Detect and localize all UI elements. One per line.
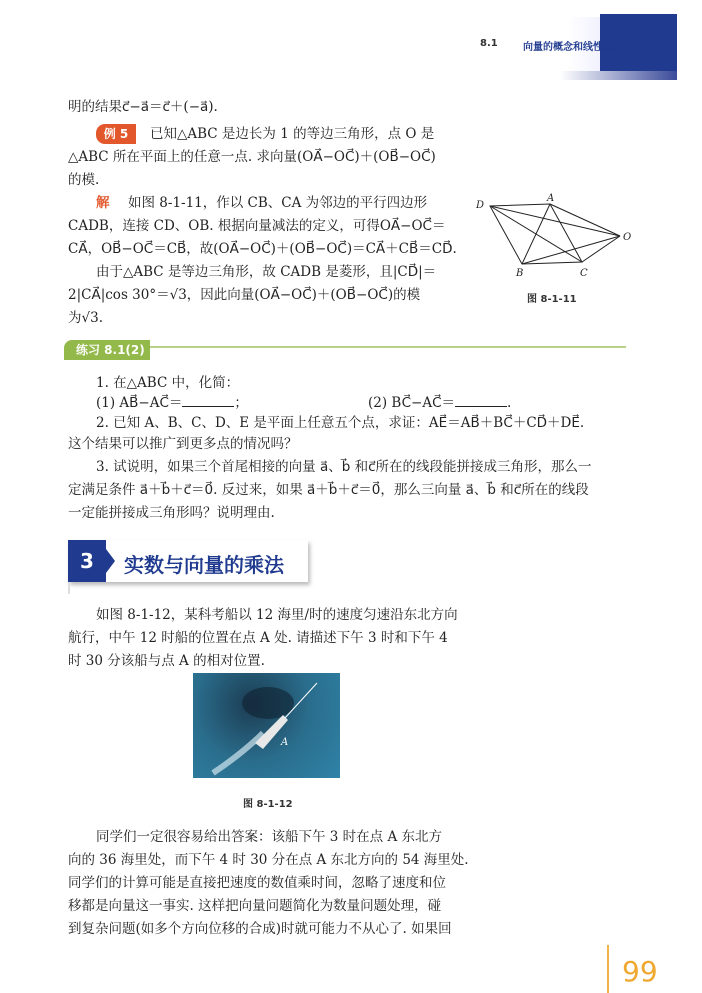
example-line: 已知△ABC 是边长为 1 的等边三角形，点 O 是 — [150, 126, 435, 142]
solution-line: CADB，连接 CD、OB. 根据向量减法的定义，可得OA⃗−OC⃗＝ — [68, 218, 446, 234]
example-line: 的模. — [68, 172, 100, 188]
practice-q2: 2. 已知 A、B、C、D、E 是平面上任意五个点，求证：AE⃗＝AB⃗＋BC⃗＋CD⃗＋DE⃗. — [96, 415, 585, 431]
q1b-end: . — [507, 395, 512, 411]
para-line: 移都是向量这一事实. 这样把向量问题简化为数量问题处理，碰 — [68, 898, 442, 914]
photo-label-A: A — [281, 737, 289, 748]
q1a-end: ； — [234, 395, 248, 411]
page-number: 99 — [622, 955, 658, 988]
practice-q3: 3. 试说明，如果三个首尾相接的向量 a⃗、b⃗ 和c⃗所在的线段能拼接成三角形，那么一 — [96, 459, 592, 475]
ship-illustration — [193, 673, 340, 778]
section-rule — [68, 582, 70, 594]
solution-line: 由于△ABC 是等边三角形，故 CADB 是菱形，且|CD⃗|＝ — [96, 264, 437, 280]
figure-caption: 图 8-1-11 — [527, 294, 577, 305]
intro-line: 明的结果c⃗−a⃗＝c⃗＋(−a⃗). — [68, 99, 218, 115]
solution-line: 如图 8-1-11，作以 CB、CA 为邻边的平行四边形 — [128, 195, 428, 211]
section-number: 3 — [68, 540, 106, 582]
label-A: A — [547, 193, 555, 204]
rhombus-diagram — [470, 190, 640, 280]
example-tag: 例 5 — [96, 124, 136, 144]
para-line: 同学们一定很容易给出答案：该船下午 3 时在点 A 东北方 — [96, 829, 443, 845]
practice-q1b — [368, 394, 511, 412]
para-line: 向的 36 海里处，而下午 4 时 30 分在点 A 东北方向的 54 海里处. — [68, 852, 469, 868]
page-number-rule — [607, 945, 609, 993]
solution-line: 2|CA⃗|cos 30°＝√3，因此向量(OA⃗−OC⃗)＋(OB⃗−OC⃗)的模 — [68, 287, 421, 303]
answer-blank[interactable] — [455, 394, 507, 407]
solution-line: 为√3. — [68, 310, 103, 326]
label-O: O — [623, 232, 632, 243]
para-line: 如图 8-1-12，某科考船以 12 海里/时的速度匀速沿东北方向 — [96, 607, 458, 623]
para-line: 时 30 分该船与点 A 的相对位置. — [68, 653, 265, 669]
section-arrow-icon — [106, 549, 115, 573]
section-title: 实数与向量的乘法 — [124, 553, 284, 577]
q1a-text: (1) AB⃗−AC⃗＝ — [96, 395, 183, 411]
para-line: 同学们的计算可能是直接把速度的数值乘时间，忽略了速度和位 — [68, 875, 446, 891]
label-B: B — [516, 268, 524, 279]
para-line: 到复杂问题(如多个方向位移的合成)时就可能力不从心了. 如果回 — [68, 921, 452, 937]
label-D: D — [476, 200, 485, 211]
solution-label: 解 — [96, 195, 110, 211]
ship-photo — [193, 673, 340, 778]
solution-line: CA⃗，OB⃗−OC⃗＝CB⃗，故(OA⃗−OC⃗)＋(OB⃗−OC⃗)＝CA⃗＋CB⃗＝CD⃗. — [68, 241, 457, 257]
practice-q1a — [96, 394, 248, 412]
practice-divider — [150, 346, 626, 348]
example-line: △ABC 所在平面上的任意一点. 求向量(OA⃗−OC⃗)＋(OB⃗−OC⃗) — [68, 149, 436, 165]
label-C: C — [580, 268, 588, 279]
header-section-number: 8.1 — [480, 38, 498, 49]
answer-blank[interactable] — [182, 394, 234, 407]
practice-q3: 一定能拼接成三角形吗？说明理由. — [68, 505, 275, 521]
header-shade — [560, 71, 677, 80]
practice-q2: 这个结果可以推广到更多点的情况吗？ — [68, 436, 298, 452]
practice-q3: 定满足条件 a⃗＋b⃗＋c⃗＝0⃗. 反过来，如果 a⃗＋b⃗＋c⃗＝0⃗，那么三向量 a⃗、b⃗ 和c⃗所在的线段 — [68, 482, 589, 498]
practice-tag: 练习 8.1(2) — [64, 340, 150, 360]
para-line: 航行，中午 12 时船的位置在点 A 处. 请描述下午 3 时和下午 4 — [68, 630, 448, 646]
practice-q1: 1. 在△ABC 中，化简： — [96, 375, 240, 391]
figure-caption: 图 8-1-12 — [243, 799, 293, 810]
header-section-title: 向量的概念和线性运算 — [523, 42, 623, 53]
q1b-text: (2) BC⃗−AC⃗＝ — [368, 395, 455, 411]
